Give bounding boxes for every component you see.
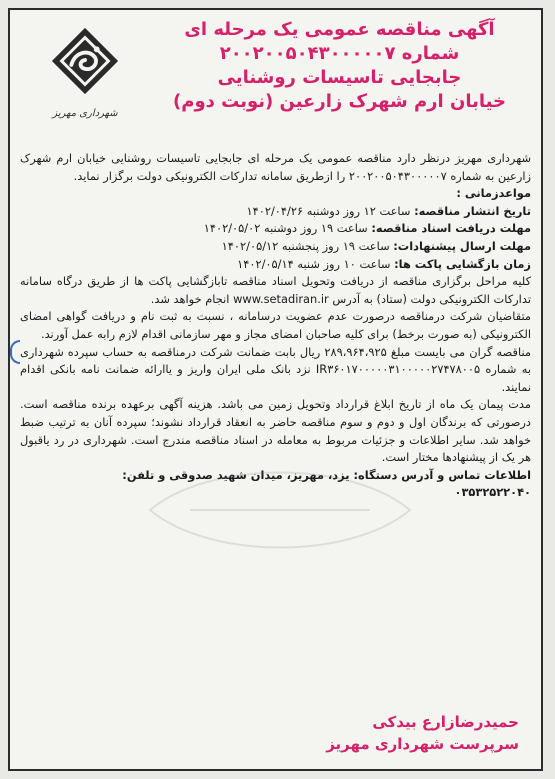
schedule-row	[20, 238, 531, 256]
tender-number: شماره ۲۰۰۲۰۰۵۰۴۳۰۰۰۰۰۷	[219, 43, 460, 64]
guarantee-paragraph: مناقصه گران می بایست مبلغ ۲۸۹،۹۶۴،۹۲۵ ریال بابت ضمانت شرکت درمناقصه به حساب سپرده شهرداری به شماره IR۳۶۰۱۷۰۰۰۰۰۳۱۰۰۰۰۰۲۷۴۷۸۰۰۵ نزد بانک ملی ایران واریز و یاارائه ضمانت نامه بانکی اقدام نمایند.	[20, 344, 531, 394]
advertisement-page	[8, 8, 543, 771]
terms-paragraph: مدت پیمان یک ماه از تاریخ ابلاغ قرارداد وتحویل زمین می باشد. هزینه آگهی برعهده برنده مناقصه است. درصورتی که برندگان اول و دوم و سوم مناقصه حاضر به انعقاد قرارداد نشوند؛ سپرده آنان به ترتیب ضبط خواهد شد. سایر اطلاعات و جزئیات مربوط به معامله در اسناد مناقصه مندرج است. شهرداری در رد یاقبول هر یک از پیشنهادها مختار است.	[20, 397, 531, 465]
registration-paragraph: متقاضیان شرکت درمناقصه درصورت عدم عضویت درسامانه ، نسبت به ثبت نام و دریافت گواهی امضای الکترونیکی (به صورت برخط) برای کلیه صاحبان امضای مجاز و مهر سازمانی اقدام لازم رابه عمل آورند.	[20, 309, 531, 341]
header	[10, 18, 541, 146]
schedule-value: ساعت ۱۹ روز دوشنبه ۱۴۰۲/۰۵/۰۲	[203, 221, 368, 236]
signatory-role: سرپرست شهرداری مهریز	[326, 735, 519, 753]
schedule-row	[20, 256, 531, 274]
contact-phone: ۰۳۵۳۲۵۲۲۰۴۰	[454, 485, 531, 500]
schedule-label: مهلت ارسال پیشنهادات:	[393, 238, 531, 253]
signature-block	[326, 711, 519, 755]
schedule-label: تاریخ انتشار مناقصه:	[414, 203, 531, 218]
schedule-label: زمان بازگشایی پاکت ها:	[394, 256, 531, 271]
contact-info: اطلاعات تماس و آدرس دستگاه: یزد، مهریز، میدان شهید صدوقی و تلفن:	[122, 467, 531, 482]
logo-caption: شهرداری مهریز	[52, 108, 118, 119]
municipality-emblem-icon	[46, 22, 124, 100]
procedure-paragraph: کلیه مراحل برگزاری مناقصه از دریافت وتحویل اسناد مناقصه تابازگشایی پاکت ها از طریق درگاه سامانه تدارکات الکترونیکی دولت (ستاد) به آدرس www.setadiran.ir انجام خواهد شد.	[20, 274, 531, 306]
schedule-title: مواعدزمانی :	[456, 186, 531, 201]
advertisement-body	[20, 150, 531, 502]
schedule-value: ساعت ۱۲ روز دوشنبه ۱۴۰۲/۰۴/۲۶	[246, 203, 411, 218]
signatory-name: حمیدرضازارع بیدکی	[372, 713, 519, 731]
title-line-4: خیابان ارم شهرک زارعین (نوبت دوم)	[173, 91, 506, 112]
binder-hole-mark	[10, 340, 20, 364]
intro-paragraph: شهرداری مهریز درنظر دارد مناقصه عمومی یک مرحله ای جابجایی تاسیسات روشنایی خیابان ارم شهرک زارعین به شماره ۲۰۰۲۰۰۵۰۴۳۰۰۰۰۰۷ را ازطریق سامانه تدارکات الکترونیکی دولت برگزار نماید.	[20, 151, 531, 183]
title-line-3: جابجایی تاسیسات روشنایی	[217, 67, 462, 88]
title-block	[152, 18, 527, 114]
schedule-value: ساعت ۱۰ روز شنبه ۱۴۰۲/۰۵/۱۴	[237, 256, 391, 271]
schedule-row	[20, 203, 531, 221]
schedule-label: مهلت دریافت اسناد مناقصه:	[371, 221, 531, 236]
schedule-row	[20, 220, 531, 238]
schedule-value: ساعت ۱۹ روز پنجشنبه ۱۴۰۲/۰۵/۱۲	[221, 238, 390, 253]
title-line-1: آگهی مناقصه عمومی یک مرحله ای	[184, 19, 495, 40]
logo	[40, 22, 130, 142]
